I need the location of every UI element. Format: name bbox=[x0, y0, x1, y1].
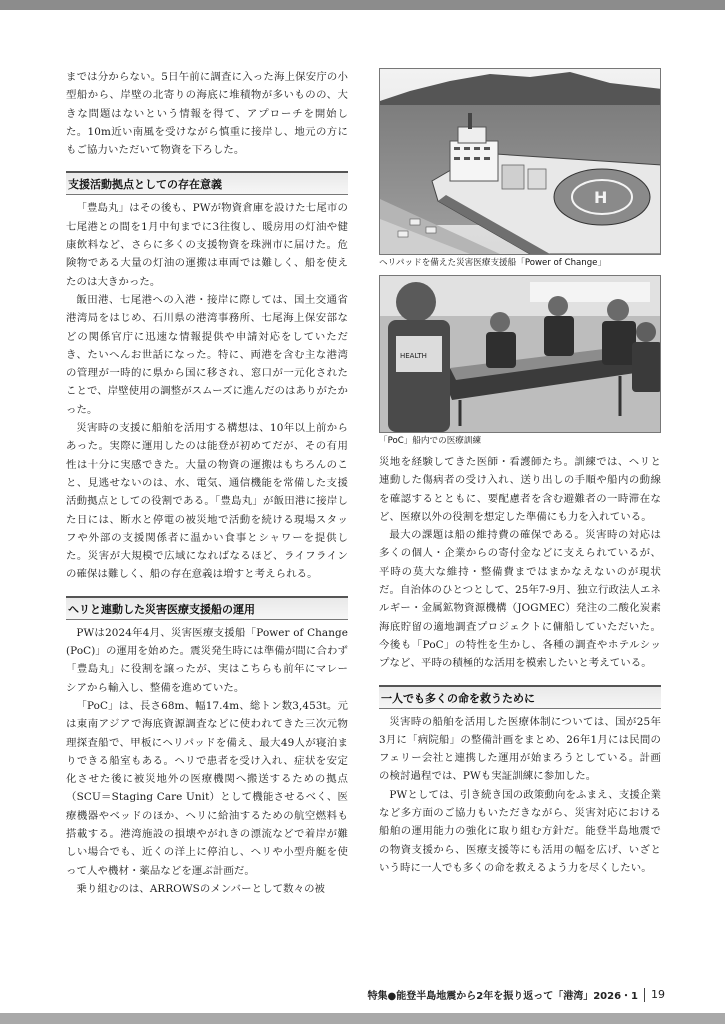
page-number: 19 bbox=[651, 988, 665, 1001]
body-paragraph: 最大の課題は船の維持費の確保である。災害時の対応は多くの個人・企業からの寄付金などに支えられているが、平時の莫大な維持・整備費まではまかなえないのが現状だ。自治体のひとつとして、25年7-9月、独立行政法人エネルギー・金属鉱物資源機構（JOGMEC）発注の二酸化炭素海底貯留の適地調査プロジェクトに傭船していただいた。今後も「PoC」の特性を生かし、各種の調査やホテルシップなど、平時の積極的な活用を模索したいと考えている。 bbox=[379, 529, 661, 670]
svg-text:H: H bbox=[594, 188, 608, 207]
right-column bbox=[379, 68, 661, 877]
body-paragraph: 飯田港、七尾港への入港・接岸に際しては、国土交通省港湾局をはじめ、石川県の港湾事務所、七尾海上保安部などの関係官庁に迅速な情報提供や申請対応をしていただき、たいへんお世話になった。特に、両港を含む主な港湾の管理が一時的に県から国に移され、窓口が一元化されたことで、岸壁使用の調整がスムーズに進んだのはありがたかった。 bbox=[66, 293, 348, 416]
body-paragraph: 「PoC」は、長さ68m、幅17.4m、総トン数3,453t。元は東南アジアで海底資源調査などに使われてきた三次元物理探査船で、甲板にヘリパッドを備え、最大49人が寝泊まりできる船室もある。ヘリで患者を受け入れ、症状を安定化させた後に被災地外の医療機関へ搬送するための拠点（SCU＝Staging Care Unit）として機能させるべく、医療機器やベッドのほか、ヘリに給油するための航空燃料も搭載する。港湾施設の損壊やがれきの漂流などで着岸が難しい場合でも、近くの洋上に停泊し、ヘリや小型舟艇を使って人や機材・薬品などを運ぶ計画だ。 bbox=[66, 699, 348, 877]
running-title: 特集●能登半島地震から2年を振り返って「港湾」2026・1 bbox=[367, 991, 638, 1002]
training-photo-caption: 「PoC」船内での医療訓練 bbox=[379, 436, 482, 446]
section-heading-save-lives: 一人でも多くの命を救うために bbox=[379, 685, 661, 709]
section-heading-support-base: 支援活動拠点としての存在意義 bbox=[66, 171, 348, 195]
training-photo bbox=[379, 275, 661, 433]
footer-divider bbox=[644, 988, 645, 1002]
bottom-gray-bar bbox=[0, 1013, 725, 1024]
page-footer bbox=[368, 987, 665, 1002]
body-paragraph: PWとしては、引き続き国の政策動向をふまえ、支援企業など多方面のご協力もいただきながら、災害対応における船舶の運用能力の強化に取り組む方針だ。能登半島地震での物資支援から、医療支援等にも活用の幅を広げ、いざという時に一人でも多くの命を救えるよう力を尽くしたい。 bbox=[379, 788, 661, 874]
intro-paragraph: までは分からない。5日午前に調査に入った海上保安庁の小型船から、岸壁の北寄りの海底に堆積物が多いものの、大きな問題はないという情報を得て、アプローチを開始した。10m近い南風を受けながら慎重に接岸し、地元の方にもご協力いただいて物資を下ろした。 bbox=[66, 71, 348, 157]
ship-photo bbox=[379, 68, 661, 255]
body-paragraph: PWは2024年4月、災害医療支援船「Power of Change (PoC)」の運用を始めた。震災発生時には準備が間に合わず「豊島丸」に役割を譲ったが、実はこちらも前年にマレーシアから輸入し、整備を進めていた。 bbox=[66, 626, 348, 694]
body-paragraph: 災害時の支援に船舶を活用する構想は、10年以上前からあった。実際に運用したのは能登が初めてだが、その有用性は十分に実感できた。大量の物資の運搬はもちろんのこと、見逃せないのは、水、電気、通信機能を常備した支援活動拠点としての役割である。「豊島丸」が飯田港に接岸した日には、断水と停電の被災地で活動を続ける現場スタッフや外部の支援関係者に温かい食事とシャワーを提供した。災害が大規模で広域になればなるほど、ライフラインの確保は難しく、船の存在意義は増すと考えられる。 bbox=[66, 422, 348, 581]
vest-lettering: HEALTH bbox=[400, 352, 427, 360]
section-heading-medical-ship: ヘリと連動した災害医療支援船の運用 bbox=[66, 596, 348, 620]
left-column bbox=[66, 68, 348, 898]
body-paragraph: 乗り組むのは、ARROWSのメンバーとして数々の被 bbox=[76, 882, 326, 895]
onboard-medical-training-image bbox=[380, 276, 661, 432]
ship-photo-caption: ヘリパッドを備えた災害医療支援船「Power of Change」 bbox=[379, 258, 607, 268]
body-paragraph: 「豊島丸」はその後も、PWが物資倉庫を設けた七尾市の七尾港との間を1月中旬までに3往復し、暖房用の灯油や健康飲料など、さらに多くの支援物資を珠洲市に届けた。危険物である大量の灯油の運搬は車両では難しく、船を使えたのは大きかった。 bbox=[66, 202, 348, 288]
ship-with-helipad-image bbox=[380, 69, 661, 254]
body-paragraph: 災地を経験してきた医師・看護師たち。訓練では、ヘリと連動した傷病者の受け入れ、送り出しの手順や船内の動線を確認するとともに、要配慮者を含む避難者の一時滞在など、医療以外の役割を想定した準備にも力を入れている。 bbox=[379, 456, 661, 523]
body-paragraph: 災害時の船舶を活用した医療体制については、国が25年3月に「病院船」の整備計画をまとめ、26年1月には民間のフェリー会社と連携した運用が始まろうとしている。計画の検討過程では、PWも実証訓練に参加した。 bbox=[379, 715, 661, 783]
top-gray-bar bbox=[0, 0, 725, 10]
